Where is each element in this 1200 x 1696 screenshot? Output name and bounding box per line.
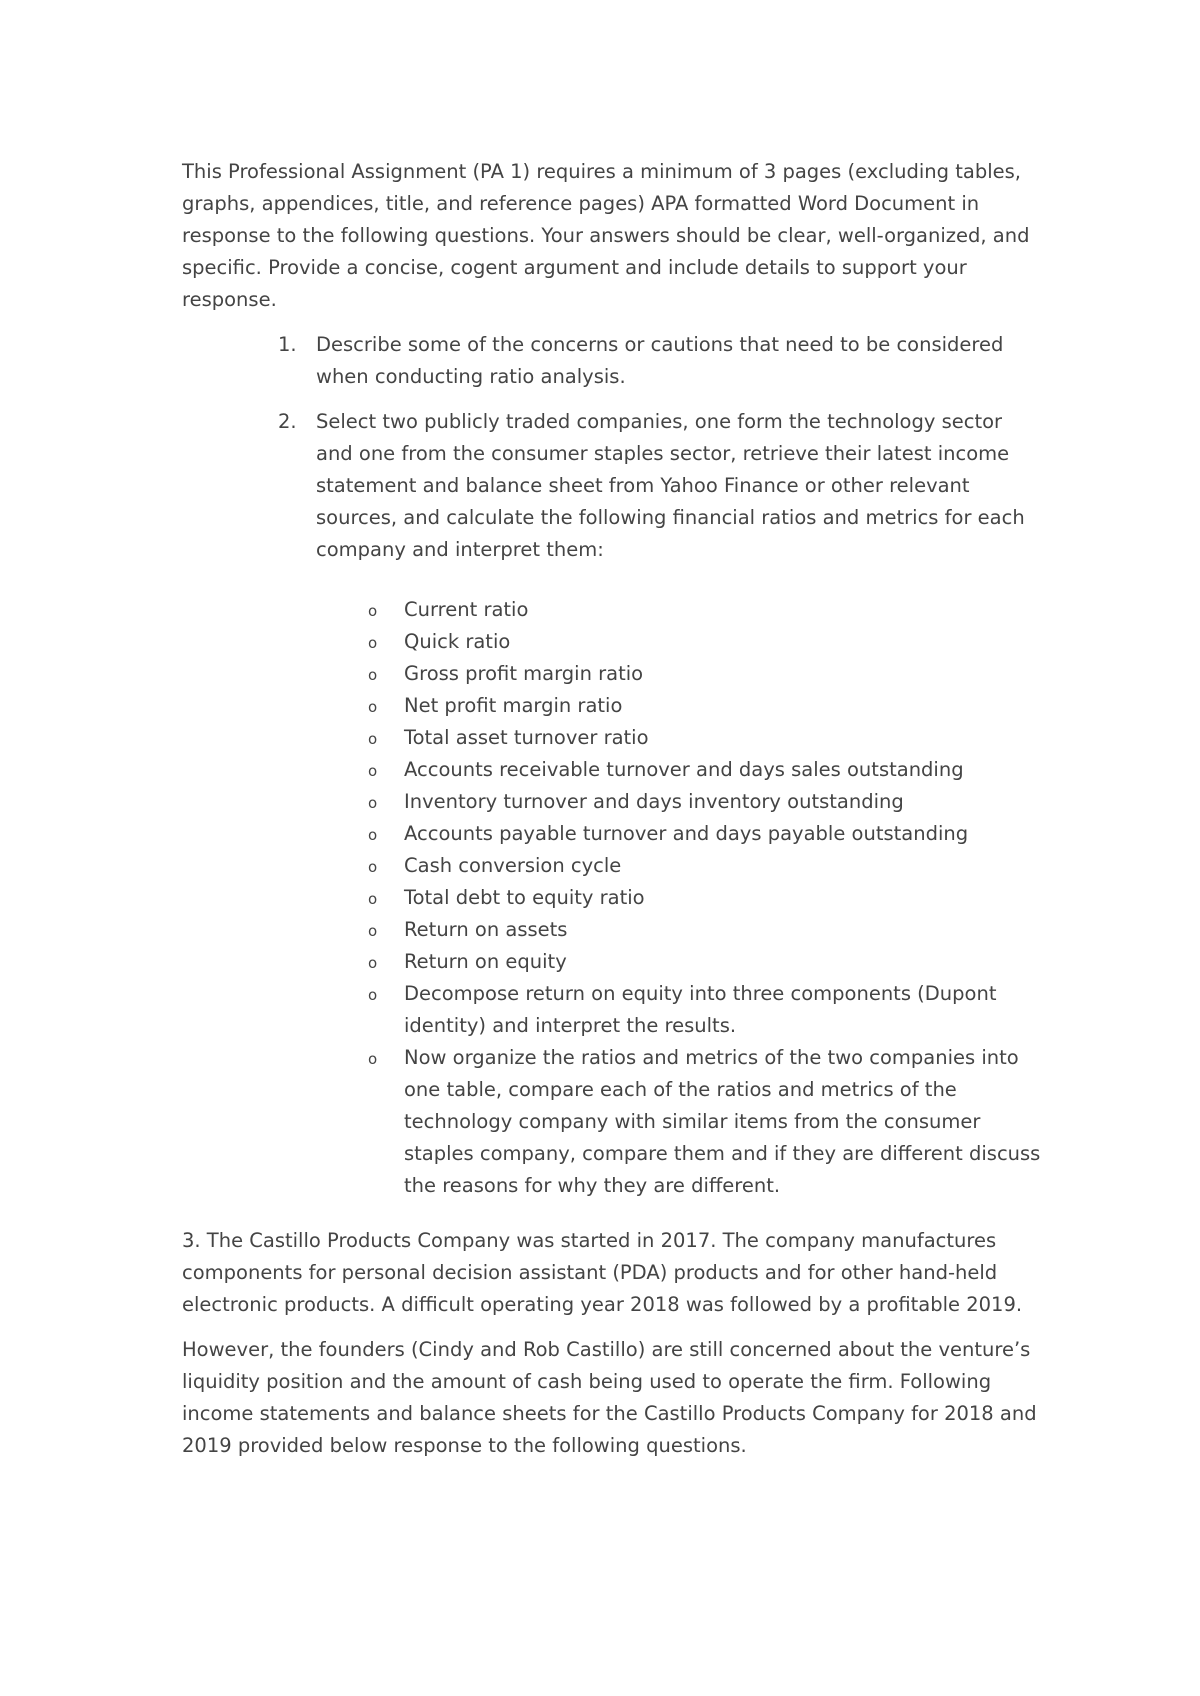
metric-text: Gross profit margin ratio: [404, 662, 644, 685]
metric-list-item: [182, 882, 1042, 914]
question-number: 2.: [278, 410, 297, 433]
question-item-1: [182, 329, 1042, 393]
metric-list: [316, 594, 1042, 1202]
bullet-icon: o: [368, 1050, 378, 1068]
question-3-paragraph: 3. The Castillo Products Company was started in 2017. The company manufactures components for personal decision assistant (PDA) products and for other hand-held electronic products. A difficult operating year 2018 was followed by a profitable 2019.: [182, 1229, 1023, 1316]
metric-list-item: [182, 946, 1042, 978]
question-item-2: [182, 406, 1042, 1202]
metric-text: Decompose return on equity into three components (Dupont identity) and interpret the results.: [404, 982, 997, 1037]
metric-list-item: [182, 594, 1042, 626]
bullet-icon: o: [368, 794, 378, 812]
metric-text: Inventory turnover and days inventory outstanding: [404, 790, 904, 813]
metric-text: Total debt to equity ratio: [404, 886, 645, 909]
bullet-icon: o: [368, 666, 378, 684]
metric-text: Current ratio: [404, 598, 529, 621]
metric-text: Return on equity: [404, 950, 567, 973]
metric-text: Cash conversion cycle: [404, 854, 622, 877]
bullet-icon: o: [368, 698, 378, 716]
bullet-icon: o: [368, 986, 378, 1004]
bullet-icon: o: [368, 730, 378, 748]
bullet-icon: o: [368, 922, 378, 940]
metric-list-item: [182, 754, 1042, 786]
metric-list-item: [182, 914, 1042, 946]
document-page: [182, 156, 1042, 1462]
closing-paragraph: However, the founders (Cindy and Rob Castillo) are still concerned about the venture’s liquidity position and the amount of cash being used to operate the firm. Following income statements and balance sheets for the Castillo Products Company for 2018 and 2019 provided below response to the following questions.: [182, 1338, 1037, 1457]
metric-list-item: [182, 786, 1042, 818]
bullet-icon: o: [368, 634, 378, 652]
metric-list-item: [182, 626, 1042, 658]
metric-text: Return on assets: [404, 918, 568, 941]
metric-text: Net profit margin ratio: [404, 694, 623, 717]
metric-list-item: [182, 850, 1042, 882]
metric-list-item: [182, 818, 1042, 850]
bullet-icon: o: [368, 826, 378, 844]
bullet-icon: o: [368, 858, 378, 876]
metric-text: Accounts receivable turnover and days sales outstanding: [404, 758, 964, 781]
metric-list-item: [182, 690, 1042, 722]
metric-text: Now organize the ratios and metrics of the two companies into one table, compare each of the ratios and metrics of the technology company with similar items from the consumer staples company, compare them and if they are different discuss the reasons for why they are different.: [404, 1046, 1041, 1197]
bullet-icon: o: [368, 954, 378, 972]
metric-list-item: [182, 1042, 1042, 1202]
metric-text: Quick ratio: [404, 630, 511, 653]
metric-text: Total asset turnover ratio: [404, 726, 649, 749]
metric-list-item: [182, 658, 1042, 690]
bullet-icon: o: [368, 762, 378, 780]
bullet-icon: o: [368, 890, 378, 908]
question-list: [182, 329, 1042, 1202]
metric-list-item: [182, 722, 1042, 754]
question-number: 1.: [278, 333, 297, 356]
bullet-icon: o: [368, 602, 378, 620]
intro-paragraph: This Professional Assignment (PA 1) requires a minimum of 3 pages (excluding tables, graphs, appendices, title, and reference pages) APA formatted Word Document in response to the following questions. Your answers should be clear, well-organized, and specific. Provide a concise, cogent argument and include details to support your response.: [182, 160, 1030, 311]
metric-list-item: [182, 978, 1042, 1042]
question-text: Describe some of the concerns or cautions that need to be considered when conducting ratio analysis.: [316, 333, 1004, 388]
question-text: Select two publicly traded companies, one form the technology sector and one from the consumer staples sector, retrieve their latest income statement and balance sheet from Yahoo Finance or other relevant sources, and calculate the following financial ratios and metrics for each company and interpret them:: [316, 410, 1025, 561]
metric-text: Accounts payable turnover and days payable outstanding: [404, 822, 969, 845]
